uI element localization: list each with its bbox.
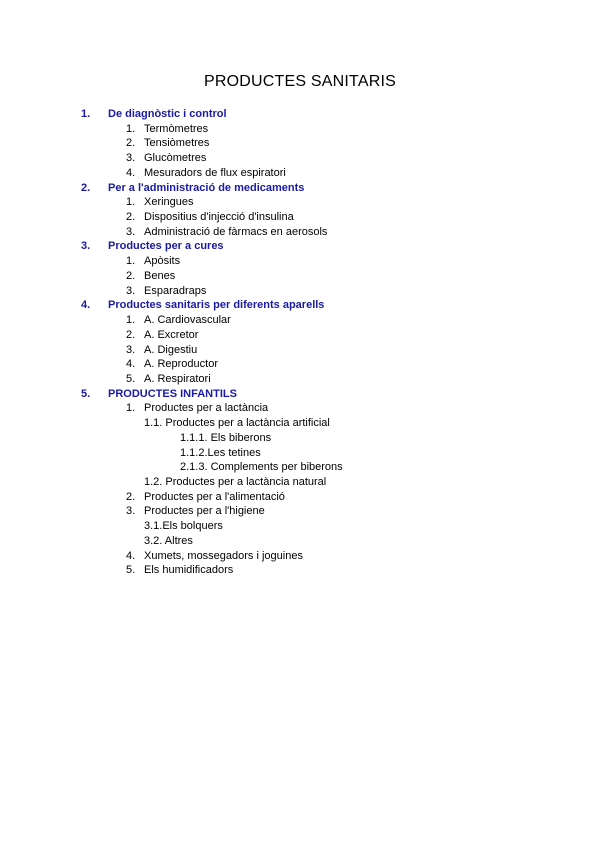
- item-text: Productes per a l'higiene: [144, 505, 265, 518]
- item-text: Productes per a lactància: [144, 402, 269, 415]
- subitem-text: 1.1.1. Els biberons: [180, 431, 272, 444]
- item-text: A. Reproductor: [144, 358, 218, 371]
- section-title: Productes sanitaris per diferents aparells: [108, 299, 325, 312]
- item-number: 4.: [126, 358, 136, 371]
- list-item: [0, 446, 600, 461]
- item-number: 2.: [126, 137, 136, 150]
- list-item: [0, 195, 600, 210]
- list-item: [0, 475, 600, 490]
- subitem-text: 2.1.3. Complements per biberons: [180, 461, 343, 474]
- item-number: 3.: [126, 152, 136, 165]
- list-item: [0, 225, 600, 240]
- list-item: [0, 269, 600, 284]
- item-text: Administració de fàrmacs en aerosols: [144, 225, 328, 238]
- item-text: Dispositius d'injecció d'insulina: [144, 211, 294, 224]
- subitem-text: 1.1. Productes per a lactància artificial: [144, 417, 330, 430]
- list-item: [0, 431, 600, 446]
- list-item: [0, 328, 600, 343]
- page-title: PRODUCTES SANITARIS: [204, 73, 396, 90]
- list-item: [0, 401, 600, 416]
- item-number: 3.: [126, 505, 136, 518]
- list-item: [0, 357, 600, 372]
- list-item: [0, 254, 600, 269]
- section-number: 2.: [81, 181, 91, 194]
- item-number: 1.: [126, 255, 136, 268]
- item-number: 4.: [126, 549, 136, 562]
- item-text: A. Respiratori: [144, 372, 211, 385]
- item-number: 5.: [126, 564, 136, 577]
- list-item: [0, 372, 600, 387]
- section-number: 4.: [81, 299, 91, 312]
- item-text: Esparadraps: [144, 284, 207, 297]
- list-item: [0, 122, 600, 137]
- section-heading: [0, 239, 600, 254]
- item-number: 1.: [126, 122, 136, 135]
- item-text: Mesuradors de flux espiratori: [144, 166, 286, 179]
- list-item: [0, 504, 600, 519]
- subitem-text: 3.2. Altres: [144, 534, 193, 547]
- item-number: 1.: [126, 314, 136, 327]
- list-item: [0, 151, 600, 166]
- list-item: [0, 460, 600, 475]
- item-number: 3.: [126, 343, 136, 356]
- item-text: A. Cardiovascular: [144, 314, 231, 327]
- section-title: Per a l'administració de medicaments: [108, 181, 305, 194]
- list-item: [0, 210, 600, 225]
- section-title: De diagnòstic i control: [108, 108, 227, 120]
- item-number: 1.: [126, 196, 136, 209]
- list-item: [0, 563, 600, 578]
- item-text: Els humidificadors: [144, 564, 234, 577]
- item-text: Xumets, mossegadors i joguines: [144, 549, 303, 562]
- section-number: 5.: [81, 387, 91, 400]
- list-item: [0, 519, 600, 534]
- list-item: [0, 534, 600, 549]
- item-number: 5.: [126, 372, 136, 385]
- list-item: [0, 136, 600, 151]
- item-text: Tensiòmetres: [144, 137, 210, 150]
- subitem-text: 1.1.2.Les tetines: [180, 446, 261, 459]
- item-text: Xeringues: [144, 196, 194, 209]
- list-item: [0, 549, 600, 564]
- item-text: A. Excretor: [144, 328, 199, 341]
- item-text: Apòsits: [144, 255, 181, 268]
- list-item: [0, 284, 600, 299]
- subitem-text: 3.1.Els bolquers: [144, 520, 223, 533]
- list-item: [0, 490, 600, 505]
- section-heading: [0, 298, 600, 313]
- item-text: Productes per a l'alimentació: [144, 490, 285, 503]
- item-number: 3.: [126, 225, 136, 238]
- list-item: [0, 343, 600, 358]
- list-item: [0, 166, 600, 181]
- section-title: Productes per a cures: [108, 240, 224, 253]
- item-text: A. Digestiu: [144, 343, 198, 356]
- subitem-text: 1.2. Productes per a lactància natural: [144, 475, 327, 488]
- item-text: Glucòmetres: [144, 152, 207, 165]
- list-item: [0, 313, 600, 328]
- section-title: PRODUCTES INFANTILS: [108, 387, 237, 400]
- item-number: 2.: [126, 328, 136, 341]
- item-number: 1.: [126, 402, 136, 415]
- list-item: [0, 416, 600, 431]
- outline-list: [0, 107, 600, 578]
- item-text: Benes: [144, 269, 176, 282]
- item-number: 3.: [126, 284, 136, 297]
- item-number: 2.: [126, 490, 136, 503]
- item-number: 2.: [126, 211, 136, 224]
- section-heading: [0, 387, 600, 402]
- item-text: Termòmetres: [144, 122, 209, 135]
- item-number: 4.: [126, 166, 136, 179]
- section-heading: [0, 181, 600, 196]
- item-number: 2.: [126, 269, 136, 282]
- section-heading: [0, 107, 600, 122]
- section-number: 3.: [81, 240, 91, 253]
- section-number: 1.: [81, 108, 91, 120]
